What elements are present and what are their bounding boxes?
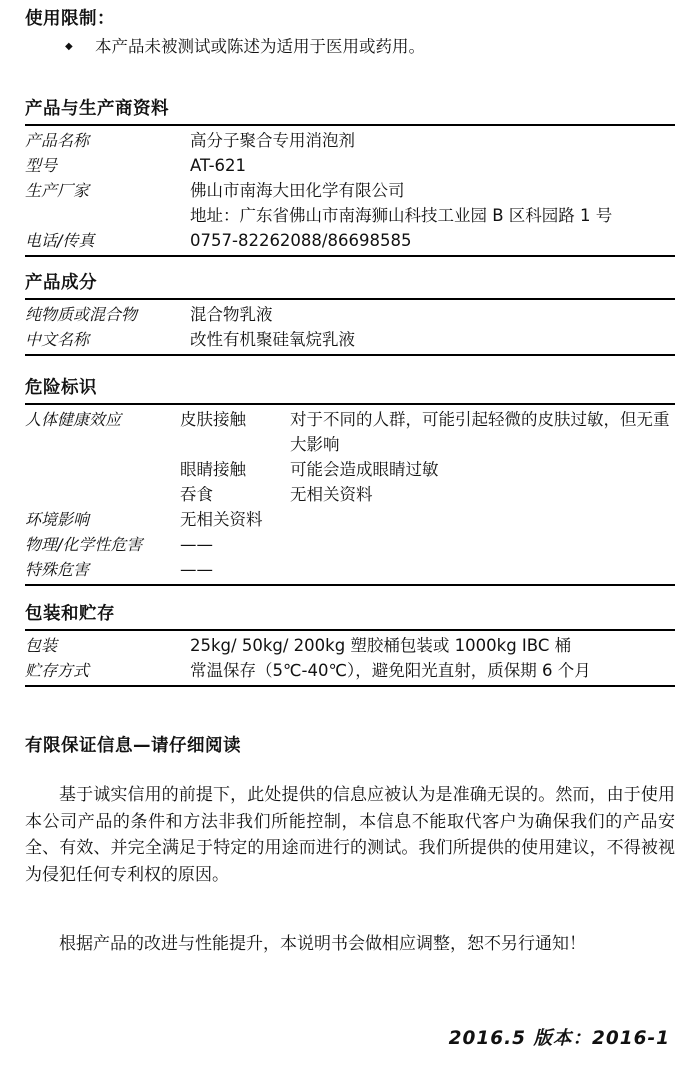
row-value: 25kg/ 50kg/ 200kg 塑胶桶包装或 1000kg IBC 桶 (190, 636, 572, 655)
row-label: 纯物质或混合物 (25, 305, 138, 324)
diamond-bullet-icon: ◆ (65, 41, 73, 52)
row-value: 0757-82262088/86698585 (190, 231, 412, 250)
row-value (290, 507, 675, 532)
row-value: 无相关资料 (290, 485, 373, 504)
product-info-section (25, 98, 675, 257)
table-row (25, 407, 675, 457)
row-label: 电话/传真 (25, 231, 95, 250)
row-label: 产品名称 (25, 131, 90, 150)
row-value: 高分子聚合专用消泡剂 (190, 131, 355, 150)
row-subkey: 吞食 (180, 485, 213, 504)
row-subkey: 眼睛接触 (180, 460, 246, 479)
row-label (25, 203, 190, 228)
table-row (25, 532, 675, 557)
composition-section (25, 272, 675, 356)
version-stamp: 2016.5 版本：2016-1 (448, 1028, 670, 1049)
usage-restriction-heading: 使用限制： (25, 9, 115, 29)
composition-heading: 产品成分 (25, 273, 97, 293)
row-value: 混合物乳液 (190, 305, 273, 324)
table-row (25, 302, 675, 327)
packaging-table (25, 629, 675, 687)
hazard-section (25, 377, 675, 586)
row-label: 环境影响 (25, 510, 90, 529)
row-label: 包装 (25, 636, 58, 655)
table-row (25, 228, 675, 253)
composition-table (25, 298, 675, 356)
row-value: 地址：广东省佛山市南海狮山科技工业园 B 区科园路 1 号 (190, 206, 613, 225)
warranty-heading: 有限保证信息—请仔细阅读 (25, 736, 241, 756)
row-value: AT-621 (190, 156, 247, 175)
row-value: 改性有机聚硅氧烷乳液 (190, 330, 355, 349)
table-row (25, 633, 675, 658)
row-value: 可能会造成眼睛过敏 (290, 460, 439, 479)
hazard-table (25, 403, 675, 586)
warranty-paragraph: 基于诚实信用的前提下，此处提供的信息应被认为是准确无误的。然而，由于使用本公司产品的条件和方法非我们所能控制，本信息不能取代客户为确保我们的产品安全、有效、并完全满足于特定的用途而进行的测试。我们所提供的使用建议，不得被视为侵犯任何专利权的原因。 (25, 785, 675, 885)
row-label: 生产厂家 (25, 181, 90, 200)
product-info-heading: 产品与生产商资料 (25, 99, 169, 119)
table-row (25, 482, 675, 507)
row-subkey: —— (180, 560, 213, 579)
table-row (25, 178, 675, 203)
row-label: 特殊危害 (25, 560, 90, 579)
row-value: 常温保存（5℃-40℃），避免阳光直射，质保期 6 个月 (190, 661, 591, 680)
table-row (25, 557, 675, 582)
row-label: 物理/化学性危害 (25, 535, 143, 554)
table-row (25, 457, 675, 482)
row-value: 对于不同的人群，可能引起轻微的皮肤过敏，但无重大影响 (290, 410, 670, 454)
row-label (25, 482, 180, 507)
warranty-section (25, 735, 675, 958)
table-row (25, 327, 675, 352)
usage-restriction-item (65, 37, 675, 57)
row-label: 型号 (25, 156, 58, 175)
row-value: 佛山市南海大田化学有限公司 (190, 181, 405, 200)
row-value (290, 557, 675, 582)
table-row (25, 153, 675, 178)
row-value (290, 532, 675, 557)
packaging-heading: 包装和贮存 (25, 604, 115, 624)
row-subkey: 皮肤接触 (180, 410, 246, 429)
row-label: 中文名称 (25, 330, 90, 349)
table-row (25, 203, 675, 228)
table-row (25, 507, 675, 532)
table-row (25, 658, 675, 683)
row-label (25, 457, 180, 482)
revision-notice-paragraph: 根据产品的改进与性能提升，本说明书会做相应调整，恕不另行通知！ (59, 934, 586, 954)
row-label: 贮存方式 (25, 661, 90, 680)
row-subkey: 无相关资料 (180, 510, 263, 529)
packaging-section (25, 603, 675, 687)
row-subkey: —— (180, 535, 213, 554)
row-label: 人体健康效应 (25, 410, 122, 429)
usage-restriction-text: 本产品未被测试或陈述为适用于医用或药用。 (95, 37, 425, 56)
table-row (25, 128, 675, 153)
hazard-heading: 危险标识 (25, 378, 97, 398)
product-info-table (25, 124, 675, 257)
